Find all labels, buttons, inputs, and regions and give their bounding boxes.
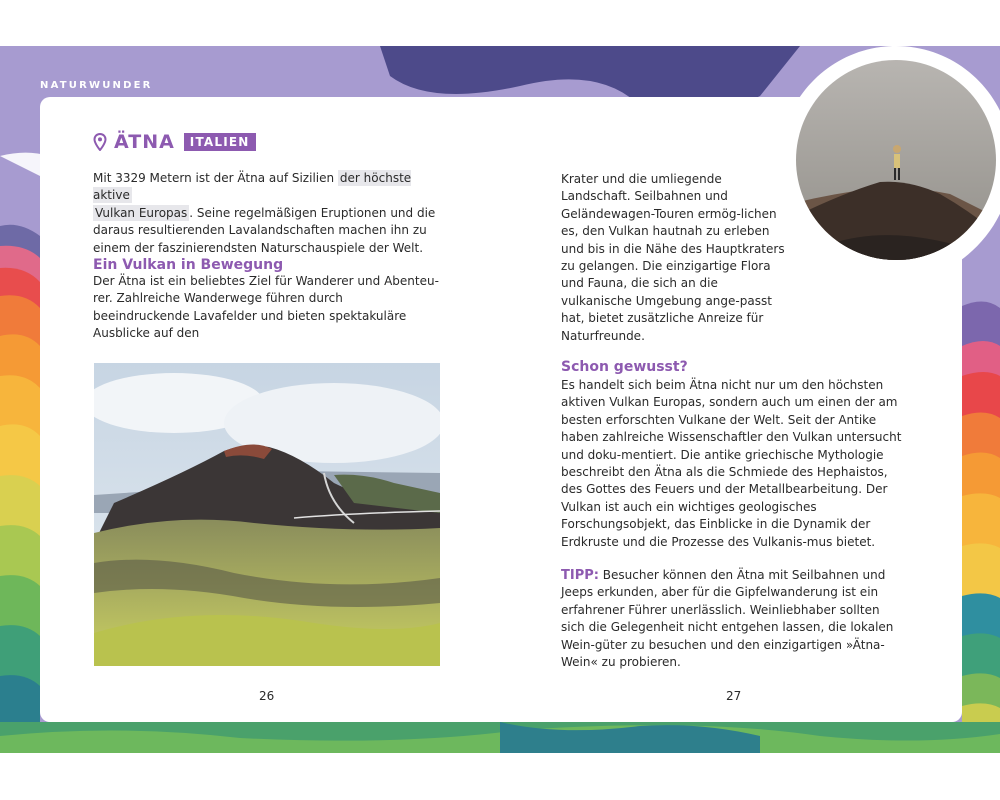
page-title: ÄTNA	[114, 131, 175, 153]
section-heading: Schon gewusst?	[561, 359, 688, 375]
country-badge: ITALIEN	[184, 133, 256, 151]
intro-paragraph	[93, 170, 443, 257]
intro-text-end: . Seine regelmäßigen Eruptionen und die daraus resultierenden Lavalandschaften machen ihn zu einem der faszinierendsten Naturschauspiele der Welt.	[93, 205, 436, 255]
tip-label: TIPP:	[561, 568, 599, 583]
section-label: NATURWUNDER	[40, 80, 153, 91]
pin-photo	[770, 44, 1000, 404]
intro-highlight-1: der höchste aktive	[93, 171, 412, 203]
page-number: 27	[726, 689, 742, 703]
section-heading: Ein Vulkan in Bewegung	[93, 257, 284, 273]
continuation-paragraph: Krater und die umliegende Landschaft. Seilbahnen und Geländewagen-Touren ermög-lichen es, den Vulkan hautnah zu erleben und bis in die Nähe des Hauptkraters zu gelangen. Die einzigartige Flora und Fauna, die sich an die vulkanische Umgebung ange-passt hat, bietet zusätzliche Anreize für Naturfreunde.	[561, 172, 785, 343]
intro-text-start: Mit 3329 Metern ist der Ätna auf Sizilien	[93, 171, 338, 185]
intro-highlight-2: Vulkan Europas	[95, 205, 188, 220]
page-number: 26	[259, 689, 275, 703]
section-paragraph: Der Ätna ist ein beliebtes Ziel für Wanderer und Abenteu-rer. Zahlreiche Wanderwege führen durch beeindruckende Lavafelder und bieten spektakuläre Ausblicke auf den	[93, 274, 439, 341]
tip-text: Besucher können den Ätna mit Seilbahnen und Jeeps erkunden, aber für die Gipfelwanderung ist ein erfahrener Führer unerlässlich. Weinliebhaber sollten sich die Gelegenheit nicht entgehen lassen, die lokalen Wein-güter zu besuchen und den einzigartigen »Ätna-Wein« zu probieren.	[561, 568, 894, 670]
heading	[93, 131, 256, 153]
location-pin-icon	[93, 133, 107, 151]
section-paragraph: Es handelt sich beim Ätna nicht nur um den höchsten aktiven Vulkan Europas, sondern auch um einen der am besten erforschten Vulkane der Welt. Seit der Antike haben zahlreiche Wissenschaftler den Vulkan untersucht und doku-mentiert. Die antike griechische Mythologie beschreibt den Ätna als die Schmiede des Hephaistos, des Gottes des Feuers und der Metallbearbeitung. Der Vulkan ist auch ein wichtiges geologisches Forschungsobjekt, das Einblicke in die Dynamik der Erdkruste und die Prozesse des Vulkanis-mus bietet.	[561, 378, 902, 549]
volcano-photo	[94, 363, 440, 666]
tip-paragraph	[561, 567, 906, 671]
